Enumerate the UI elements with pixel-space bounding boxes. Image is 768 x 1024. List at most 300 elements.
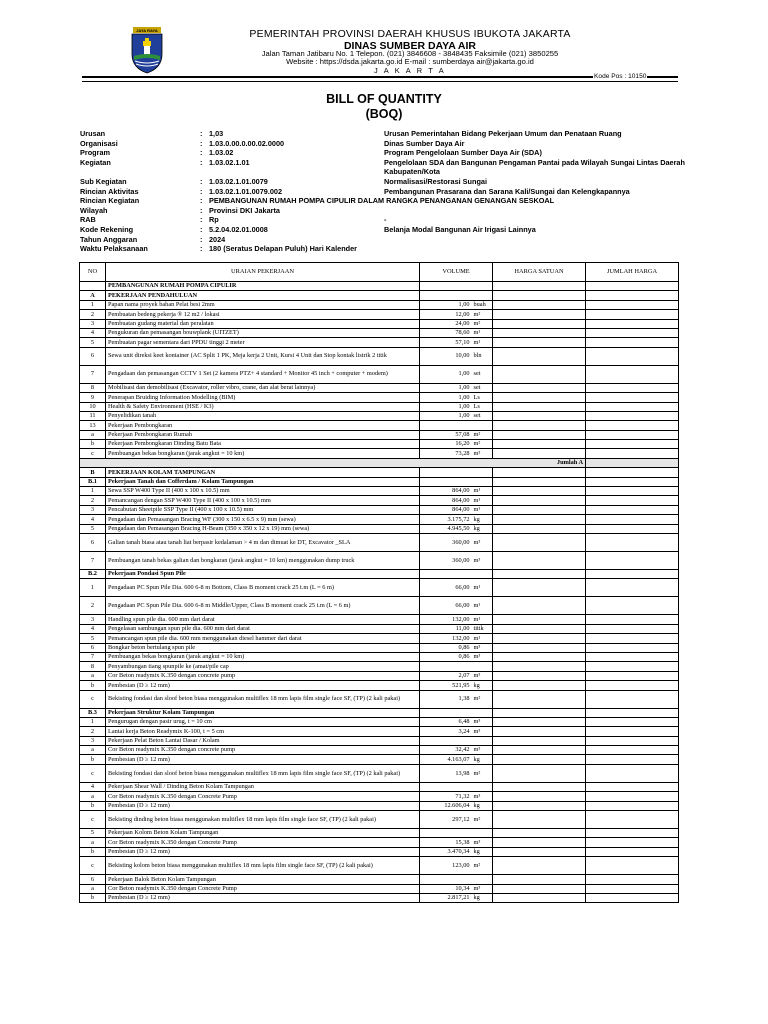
cell-volume: 12.606,04 bbox=[420, 801, 472, 810]
cell-unit-price bbox=[493, 402, 586, 411]
cell-description: Pekerjaan Shear Wall / Dinding Beton Kolam Tampungan bbox=[106, 782, 420, 791]
cell-no: 3 bbox=[80, 319, 106, 328]
table-row bbox=[80, 468, 679, 477]
cell-unit-price bbox=[493, 421, 586, 430]
cell-unit: m² bbox=[472, 764, 493, 782]
cell-no: 5 bbox=[80, 338, 106, 347]
cell-volume: 521,95 bbox=[420, 681, 472, 690]
table-header-row bbox=[80, 263, 679, 282]
cell-unit-price bbox=[493, 487, 586, 496]
cell-unit: m¹ bbox=[472, 634, 493, 643]
cell-unit-price bbox=[493, 829, 586, 838]
info-colon: : bbox=[200, 215, 203, 225]
info-description bbox=[384, 206, 710, 216]
cell-unit-price bbox=[493, 496, 586, 505]
cell-unit bbox=[472, 662, 493, 671]
cell-no: a bbox=[80, 430, 106, 439]
table-row bbox=[80, 643, 679, 652]
cell-volume: 57,08 bbox=[420, 430, 472, 439]
table-row bbox=[80, 310, 679, 319]
cell-no: a bbox=[80, 792, 106, 801]
info-description bbox=[384, 235, 710, 245]
cell-total-price bbox=[586, 496, 679, 505]
cell-no: B.1 bbox=[80, 477, 106, 486]
cell-no: a bbox=[80, 838, 106, 847]
table-row bbox=[80, 681, 679, 690]
table-row bbox=[80, 365, 679, 383]
cell-volume bbox=[420, 282, 472, 291]
cell-no: 7 bbox=[80, 551, 106, 569]
cell-unit-price bbox=[493, 634, 586, 643]
cell-unit bbox=[472, 782, 493, 791]
cell-unit: set bbox=[472, 365, 493, 383]
cell-no: b bbox=[80, 440, 106, 449]
cell-total-price bbox=[586, 579, 679, 597]
boq-table bbox=[79, 262, 679, 903]
cell-unit-price bbox=[493, 338, 586, 347]
cell-total-price bbox=[586, 717, 679, 726]
cell-unit: m³ bbox=[472, 533, 493, 551]
cell-unit-price bbox=[493, 884, 586, 893]
info-description: Normalisasi/Restorasi Sungai bbox=[384, 176, 488, 186]
info-colon: : bbox=[200, 234, 203, 244]
info-label: Rincian Aktivitas bbox=[80, 186, 139, 196]
dki-jakarta-crest-icon bbox=[118, 26, 176, 74]
cell-description: Pembuatan bedeng pekerja ® 12 m2 / lokasi bbox=[106, 310, 420, 319]
info-value: Provinsi DKI Jakarta bbox=[209, 205, 280, 215]
cell-unit: m² bbox=[472, 310, 493, 319]
cell-unit: m³ bbox=[472, 652, 493, 661]
cell-unit bbox=[472, 291, 493, 300]
cell-unit-price bbox=[493, 727, 586, 736]
cell-unit-price bbox=[493, 857, 586, 875]
table-row bbox=[80, 328, 679, 337]
info-row bbox=[80, 148, 720, 158]
cell-no: c bbox=[80, 690, 106, 708]
cell-unit-price bbox=[493, 365, 586, 383]
cell-unit: titik bbox=[472, 624, 493, 633]
cell-volume: 123,00 bbox=[420, 857, 472, 875]
cell-unit bbox=[472, 708, 493, 717]
cell-description: Pekerjaan Tanah dan Cofferdam / Kolam Tampungan bbox=[106, 477, 420, 486]
cell-unit-price bbox=[493, 393, 586, 402]
cell-description: Galian tanah biasa atau tanah liat berpasir kedalaman > 4 m dan dimuat ke DT, Excavator _SLA bbox=[106, 533, 420, 551]
cell-volume: 13,98 bbox=[420, 764, 472, 782]
info-value: 1.03.02.1.01.0079.002 bbox=[209, 186, 283, 196]
cell-total-price bbox=[586, 746, 679, 755]
info-row bbox=[80, 129, 720, 139]
letterhead-rule-thin bbox=[82, 81, 678, 82]
table-row bbox=[80, 496, 679, 505]
info-row bbox=[80, 187, 720, 197]
cell-unit bbox=[472, 736, 493, 745]
info-row bbox=[80, 225, 720, 235]
cell-unit: m² bbox=[472, 440, 493, 449]
cell-description: Pembuangan tanah bekas galian dan bongkaran (jarak angkut = 10 km) menggunakan dump truck bbox=[106, 551, 420, 569]
cell-description: Pekerjaan Pembongkaran Dinding Batu Bata bbox=[106, 440, 420, 449]
table-row bbox=[80, 746, 679, 755]
cell-volume bbox=[420, 421, 472, 430]
cell-unit-price bbox=[493, 291, 586, 300]
cell-unit-price bbox=[493, 717, 586, 726]
cell-no: 2 bbox=[80, 727, 106, 736]
cell-no: c bbox=[80, 764, 106, 782]
cell-volume bbox=[420, 708, 472, 717]
cell-no: 7 bbox=[80, 652, 106, 661]
cell-unit bbox=[472, 829, 493, 838]
info-value: 1.03.02.1.01.0079 bbox=[209, 176, 268, 186]
cell-no: b bbox=[80, 847, 106, 856]
info-label: Organisasi bbox=[80, 138, 118, 148]
info-value: 180 (Seratus Delapan Puluh) Hari Kalender bbox=[209, 244, 358, 254]
cell-volume: 3.470,34 bbox=[420, 847, 472, 856]
cell-total-price bbox=[586, 310, 679, 319]
cell-no: 3 bbox=[80, 505, 106, 514]
cell-total-price bbox=[586, 338, 679, 347]
cell-description: Cor Beton readymix K.350 dengan concrete pump bbox=[106, 671, 420, 680]
cell-total-price bbox=[586, 421, 679, 430]
cell-no: 2 bbox=[80, 496, 106, 505]
letterhead-contact: Website : https://dsda.jakarta.go.id E-mail : sumberdaya air@jakarta.go.id bbox=[286, 57, 534, 66]
table-row bbox=[80, 811, 679, 829]
info-description bbox=[384, 196, 710, 206]
cell-unit-price bbox=[493, 652, 586, 661]
table-row bbox=[80, 727, 679, 736]
info-description: Pengelolaan SDA dan Bangunan Pengaman Pantai pada Wilayah Sungai Lintas Daerah Kabupaten/Kota bbox=[384, 157, 685, 177]
cell-unit-price bbox=[493, 755, 586, 764]
cell-no: 1 bbox=[80, 579, 106, 597]
cell-description: Pengelasan sambungan spun pile dia. 600 mm dari darat bbox=[106, 624, 420, 633]
cell-volume bbox=[420, 569, 472, 578]
cell-no: A bbox=[80, 291, 106, 300]
cell-volume: 10,34 bbox=[420, 884, 472, 893]
cell-no: 4 bbox=[80, 328, 106, 337]
cell-total-price bbox=[586, 440, 679, 449]
cell-total-price bbox=[586, 736, 679, 745]
document-subtitle: (BOQ) bbox=[365, 107, 403, 121]
table-row bbox=[80, 893, 679, 902]
logo-text: JAYA RAYA bbox=[136, 28, 158, 33]
cell-total-price bbox=[586, 847, 679, 856]
table-row bbox=[80, 801, 679, 810]
cell-unit-price bbox=[493, 690, 586, 708]
letterhead-city: J A K A R T A bbox=[374, 66, 446, 75]
cell-volume: 132,00 bbox=[420, 615, 472, 624]
cell-no: 4 bbox=[80, 782, 106, 791]
table-row bbox=[80, 671, 679, 680]
cell-total-price bbox=[586, 884, 679, 893]
info-label: Kegiatan bbox=[80, 157, 111, 167]
cell-description: Sewa unit direksi keet kontainer (AC Split 1 PK, Meja kerja 2 Unit, Kursi 4 Unit dan Stop kontak listrik 2 titik bbox=[106, 347, 420, 365]
cell-unit-price bbox=[493, 383, 586, 392]
letterhead-address: Jalan Taman Jatibaru No. 1 Telepon. (021) 3846608 - 3848435 Faksimile (021) 3850255 bbox=[261, 49, 559, 58]
cell-no: b bbox=[80, 681, 106, 690]
cell-unit: kg bbox=[472, 801, 493, 810]
cell-description: Papan nama proyek bahan Pelat besi 2mm bbox=[106, 300, 420, 309]
table-row bbox=[80, 662, 679, 671]
cell-unit: m² bbox=[472, 811, 493, 829]
cell-unit-price bbox=[493, 643, 586, 652]
info-row bbox=[80, 139, 720, 149]
cell-unit: m³ bbox=[472, 643, 493, 652]
cell-no: 1 bbox=[80, 717, 106, 726]
cell-volume: 2,07 bbox=[420, 671, 472, 680]
header-unit-price: HARGA SATUAN bbox=[493, 263, 586, 282]
cell-no: 8 bbox=[80, 383, 106, 392]
cell-total-price bbox=[586, 347, 679, 365]
cell-description: Cor Beton readymix K.350 dengan Concrete Pump bbox=[106, 884, 420, 893]
info-colon: : bbox=[200, 205, 203, 215]
cell-description: Cor Beton readymix K.350 dengan concrete pump bbox=[106, 746, 420, 755]
cell-no: B.2 bbox=[80, 569, 106, 578]
table-row bbox=[80, 440, 679, 449]
info-colon: : bbox=[200, 224, 203, 234]
cell-description: Lantai kerja Beton Readymix K-100, t = 5 cm bbox=[106, 727, 420, 736]
document-title: BILL OF QUANTITY bbox=[326, 92, 442, 106]
cell-total-price bbox=[586, 282, 679, 291]
letterhead-agency: DINAS SUMBER DAYA AIR bbox=[343, 40, 477, 52]
cell-total-price bbox=[586, 652, 679, 661]
cell-no: 2 bbox=[80, 597, 106, 615]
cell-description: Handling spun pile dia. 600 mm dari darat bbox=[106, 615, 420, 624]
cell-unit-price bbox=[493, 811, 586, 829]
cell-unit bbox=[472, 282, 493, 291]
table-row bbox=[80, 458, 679, 467]
cell-total-price bbox=[586, 727, 679, 736]
cell-total-price bbox=[586, 782, 679, 791]
cell-volume: 78,60 bbox=[420, 328, 472, 337]
cell-unit: Ls bbox=[472, 393, 493, 402]
cell-unit-price bbox=[493, 328, 586, 337]
cell-no: c bbox=[80, 811, 106, 829]
info-description: Belanja Modal Bangunan Air Irigasi Lainnya bbox=[384, 224, 536, 234]
cell-unit: set bbox=[472, 383, 493, 392]
cell-volume: 360,00 bbox=[420, 533, 472, 551]
cell-unit: kg bbox=[472, 524, 493, 533]
info-value: 5.2.04.02.01.0008 bbox=[209, 224, 268, 234]
cell-unit-price bbox=[493, 440, 586, 449]
cell-description: Pembesian (D ≥ 12 mm) bbox=[106, 801, 420, 810]
cell-no: b bbox=[80, 801, 106, 810]
cell-volume: 1,00 bbox=[420, 383, 472, 392]
cell-description: Pekerjaan Pondasi Spun Pile bbox=[106, 569, 420, 578]
cell-total-price bbox=[586, 690, 679, 708]
cell-total-price bbox=[586, 487, 679, 496]
cell-unit: m² bbox=[472, 430, 493, 439]
info-row bbox=[80, 215, 720, 225]
cell-description: Pengadaan dan Pemasangan Bracing WF (300 x 150 x 6.5 x 9) mm (sewa) bbox=[106, 515, 420, 524]
cell-total-price bbox=[586, 328, 679, 337]
cell-unit-price bbox=[493, 515, 586, 524]
table-row bbox=[80, 569, 679, 578]
cell-unit-price bbox=[493, 792, 586, 801]
table-row bbox=[80, 792, 679, 801]
cell-total-price bbox=[586, 838, 679, 847]
cell-unit-price bbox=[493, 551, 586, 569]
cell-unit: m³ bbox=[472, 717, 493, 726]
header-total-price: JUMLAH HARGA bbox=[586, 263, 679, 282]
table-row bbox=[80, 652, 679, 661]
table-row bbox=[80, 421, 679, 430]
cell-volume: 864,00 bbox=[420, 496, 472, 505]
table-row bbox=[80, 847, 679, 856]
cell-unit: m³ bbox=[472, 551, 493, 569]
cell-total-price bbox=[586, 681, 679, 690]
cell-total-price bbox=[586, 319, 679, 328]
cell-volume: 66,00 bbox=[420, 597, 472, 615]
cell-volume: 864,00 bbox=[420, 487, 472, 496]
letterhead-government: PEMERINTAH PROVINSI DAERAH KHUSUS IBUKOTA JAKARTA bbox=[249, 28, 571, 40]
cell-total-price bbox=[586, 291, 679, 300]
cell-no: 6 bbox=[80, 347, 106, 365]
cell-unit-price bbox=[493, 662, 586, 671]
cell-description: Pengadaan PC Spun Pile Dia. 600 6-8 m Middle/Upper, Class B moment crack 25 t.m (L = 6 m) bbox=[106, 597, 420, 615]
table-row bbox=[80, 838, 679, 847]
info-label: Urusan bbox=[80, 129, 106, 138]
cell-description: Sewa SSP W400 Type II (400 x 100 x 10.5) mm bbox=[106, 487, 420, 496]
cell-description: Bongkar beton bertulang spun pile bbox=[106, 643, 420, 652]
cell-description: Pemancangan spun pile dia. 600 mm menggunakan diesel hammer dari darat bbox=[106, 634, 420, 643]
table-row bbox=[80, 875, 679, 884]
cell-volume: 57,10 bbox=[420, 338, 472, 347]
cell-no: 9 bbox=[80, 393, 106, 402]
cell-unit-price bbox=[493, 624, 586, 633]
cell-total-price bbox=[586, 624, 679, 633]
table-row bbox=[80, 383, 679, 392]
cell-volume bbox=[420, 736, 472, 745]
cell-unit-price bbox=[493, 782, 586, 791]
cell-description: Pengukuran dan pemasangan bouwplank (UITZET) bbox=[106, 328, 420, 337]
info-colon: : bbox=[200, 157, 203, 167]
cell-unit-price bbox=[493, 801, 586, 810]
cell-unit: m¹ bbox=[472, 579, 493, 597]
cell-total-price bbox=[586, 468, 679, 477]
cell-unit-price bbox=[493, 430, 586, 439]
cell-total-price bbox=[586, 411, 679, 420]
cell-no: c bbox=[80, 857, 106, 875]
cell-unit-price bbox=[493, 300, 586, 309]
cell-total-price bbox=[586, 365, 679, 383]
cell-unit-price bbox=[493, 468, 586, 477]
cell-volume bbox=[420, 662, 472, 671]
cell-unit: m¹ bbox=[472, 496, 493, 505]
cell-description: Pekerjaan Pembongkaran bbox=[106, 421, 420, 430]
info-label: RAB bbox=[80, 215, 96, 225]
info-label: Wilayah bbox=[80, 205, 108, 215]
info-row bbox=[80, 177, 720, 187]
cell-unit-price bbox=[493, 597, 586, 615]
info-description: Program Pengelolaan Sumber Daya Air (SDA) bbox=[384, 148, 542, 158]
cell-unit-price bbox=[493, 847, 586, 856]
cell-unit: m¹ bbox=[472, 505, 493, 514]
table-row bbox=[80, 487, 679, 496]
cell-total-price bbox=[586, 551, 679, 569]
cell-total-price bbox=[586, 515, 679, 524]
cell-unit-price bbox=[493, 533, 586, 551]
info-colon: : bbox=[200, 176, 203, 186]
info-value: 1,03 bbox=[209, 129, 224, 138]
cell-unit: m³ bbox=[472, 449, 493, 458]
info-value: 1.03.02.1.01 bbox=[209, 157, 250, 167]
cell-volume: 73,28 bbox=[420, 449, 472, 458]
postal-code: Kode Pos : 10150 bbox=[594, 73, 647, 80]
cell-unit-price bbox=[493, 310, 586, 319]
cell-volume: 71,32 bbox=[420, 792, 472, 801]
cell-volume: 32,42 bbox=[420, 746, 472, 755]
table-row bbox=[80, 319, 679, 328]
table-row bbox=[80, 829, 679, 838]
cell-unit-price bbox=[493, 319, 586, 328]
cell-description: Pembuangan bekas bongkaran (jarak angkut = 10 km) bbox=[106, 449, 420, 458]
cell-description: Health & Safety Environment (HSE / K3) bbox=[106, 402, 420, 411]
cell-description: PEKERJAAN KOLAM TAMPUNGAN bbox=[106, 468, 420, 477]
cell-volume: 1,00 bbox=[420, 300, 472, 309]
cell-unit: m³ bbox=[472, 746, 493, 755]
cell-unit: m² bbox=[472, 690, 493, 708]
cell-unit: m¹ bbox=[472, 338, 493, 347]
cell-description: Bekisting kolom beton biasa menggunakan multiflex 18 mm lapis film single face SF, (TP) (2 kali pakai) bbox=[106, 857, 420, 875]
cell-volume: 1,00 bbox=[420, 411, 472, 420]
cell-unit-price bbox=[493, 411, 586, 420]
cell-total-price bbox=[586, 875, 679, 884]
letterhead-rule-thick bbox=[82, 76, 678, 78]
cell-description: Penyambungan tiang spunpile ke (amat/pile cap bbox=[106, 662, 420, 671]
cell-no: a bbox=[80, 746, 106, 755]
cell-volume: 24,00 bbox=[420, 319, 472, 328]
info-value: 1.03.02 bbox=[209, 148, 234, 158]
cell-total-price bbox=[586, 643, 679, 652]
cell-total-price bbox=[586, 829, 679, 838]
cell-total-price bbox=[586, 533, 679, 551]
header-description: URAIAN PEKERJAAN bbox=[106, 263, 420, 282]
cell-volume: 4.163,07 bbox=[420, 755, 472, 764]
cell-description: Mobilisasi dan demobilisasi (Excavator, roller vibro, crane, dan alat berat lainnya) bbox=[106, 383, 420, 392]
cell-unit: buah bbox=[472, 300, 493, 309]
cell-description: Pekerjaan Pembongkaran Rumah bbox=[106, 430, 420, 439]
cell-description: Pembesian (D ≥ 12 mm) bbox=[106, 893, 420, 902]
cell-total-price bbox=[586, 505, 679, 514]
info-row bbox=[80, 244, 720, 254]
info-description bbox=[384, 244, 710, 254]
cell-unit-price bbox=[493, 282, 586, 291]
cell-unit bbox=[472, 875, 493, 884]
table-row bbox=[80, 708, 679, 717]
table-row bbox=[80, 505, 679, 514]
info-colon: : bbox=[200, 129, 203, 138]
cell-unit-price bbox=[493, 524, 586, 533]
cell-description: Bekisting fondasi dan sloof beton biasa menggunakan multiflex 18 mm lapis film single face SF, (TP) (2 kali pakai) bbox=[106, 690, 420, 708]
cell-unit-price bbox=[493, 569, 586, 578]
table-row bbox=[80, 884, 679, 893]
cell-unit: bln bbox=[472, 347, 493, 365]
cell-description: Pembesian (D ≥ 12 mm) bbox=[106, 755, 420, 764]
info-value: 1.03.0.00.0.00.02.0000 bbox=[209, 138, 285, 148]
info-label: Kode Rekening bbox=[80, 224, 134, 234]
cell-volume: 10,00 bbox=[420, 347, 472, 365]
cell-unit: Ls bbox=[472, 402, 493, 411]
cell-no: 1 bbox=[80, 487, 106, 496]
cell-no: 3 bbox=[80, 615, 106, 624]
table-row bbox=[80, 579, 679, 597]
cell-unit: kg bbox=[472, 755, 493, 764]
cell-total-price bbox=[586, 801, 679, 810]
cell-total-price bbox=[586, 857, 679, 875]
cell-total-price bbox=[586, 524, 679, 533]
cell-description: Cor Beton readymix K.350 dengan Concrete Pump bbox=[106, 838, 420, 847]
cell-unit: m¹ bbox=[472, 487, 493, 496]
cell-no: 8 bbox=[80, 662, 106, 671]
cell-unit-price bbox=[493, 838, 586, 847]
